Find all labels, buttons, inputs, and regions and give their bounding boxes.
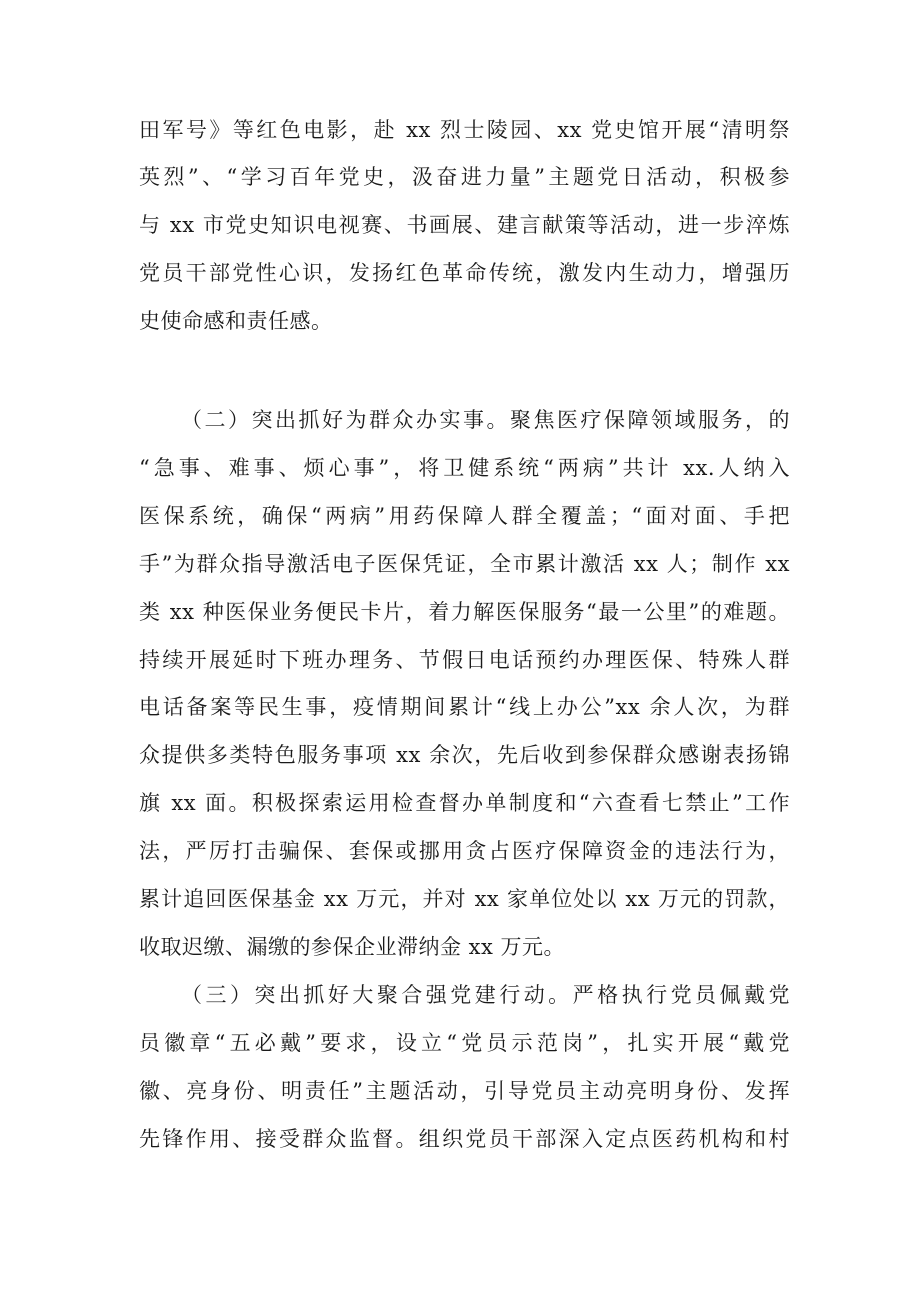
text-line: 英烈”、“学习百年党史，汲奋进力量”主题党日活动，积极参 [139, 165, 790, 189]
text-line: 法，严厉打击骗保、套保或挪用贪占医疗保障资金的违法行为， [139, 839, 790, 863]
text-line: 持续开展延时下班办理务、节假日电话预约办理医保、特殊人群 [139, 648, 790, 672]
text-line: 先锋作用、接受群众监督。组织党员干部深入定点医药机构和村 [139, 1127, 790, 1151]
text-line: “急事、难事、烦心事”，将卫健系统“两病”共计 xx.人纳入 [139, 456, 790, 480]
text-line: 旗 xx 面。积极探索运用检查督办单制度和“六查看七禁止”工作 [139, 791, 790, 815]
section-two-heading-line: （二）突出抓好为群众办实事。聚焦医疗保障领域服务，的 [181, 408, 790, 432]
text-line: 收取迟缴、漏缴的参保企业滞纳金 xx 万元。 [139, 935, 566, 959]
text-line: 田军号》等红色电影，赴 xx 烈士陵园、xx 党史馆开展“清明祭 [139, 118, 790, 142]
text-line: 医保系统，确保“两病”用药保障人群全覆盖；“面对面、手把 [139, 504, 790, 528]
text-line: 员徽章“五必戴”要求，设立“党员示范岗”，扎实开展“戴党 [139, 1031, 790, 1055]
text-line: 类 xx 种医保业务便民卡片，着力解医保服务“最一公里”的难题。 [139, 600, 790, 624]
text-line: 与 xx 市党史知识电视赛、书画展、建言献策等活动，进一步淬炼 [139, 213, 790, 237]
text-line: 电话备案等民生事，疫情期间累计“线上办公”xx 余人次，为群 [139, 695, 790, 719]
text-line: 党员干部党性心识，发扬红色革命传统，激发内生动力，增强历 [139, 261, 790, 285]
text-line: 手”为群众指导激活电子医保凭证，全市累计激活 xx 人；制作 xx [139, 552, 790, 576]
text-line: 史使命感和责任感。 [139, 309, 333, 333]
text-line: 众提供多类特色服务事项 xx 余次，先后收到参保群众感谢表扬锦 [139, 743, 790, 767]
text-line: 徽、亮身份、明责任”主题活动，引导党员主动亮明身份、发挥 [139, 1079, 790, 1103]
text-line: 累计追回医保基金 xx 万元，并对 xx 家单位处以 xx 万元的罚款， [139, 887, 790, 911]
section-three-heading-line: （三）突出抓好大聚合强党建行动。严格执行党员佩戴党 [181, 983, 790, 1007]
